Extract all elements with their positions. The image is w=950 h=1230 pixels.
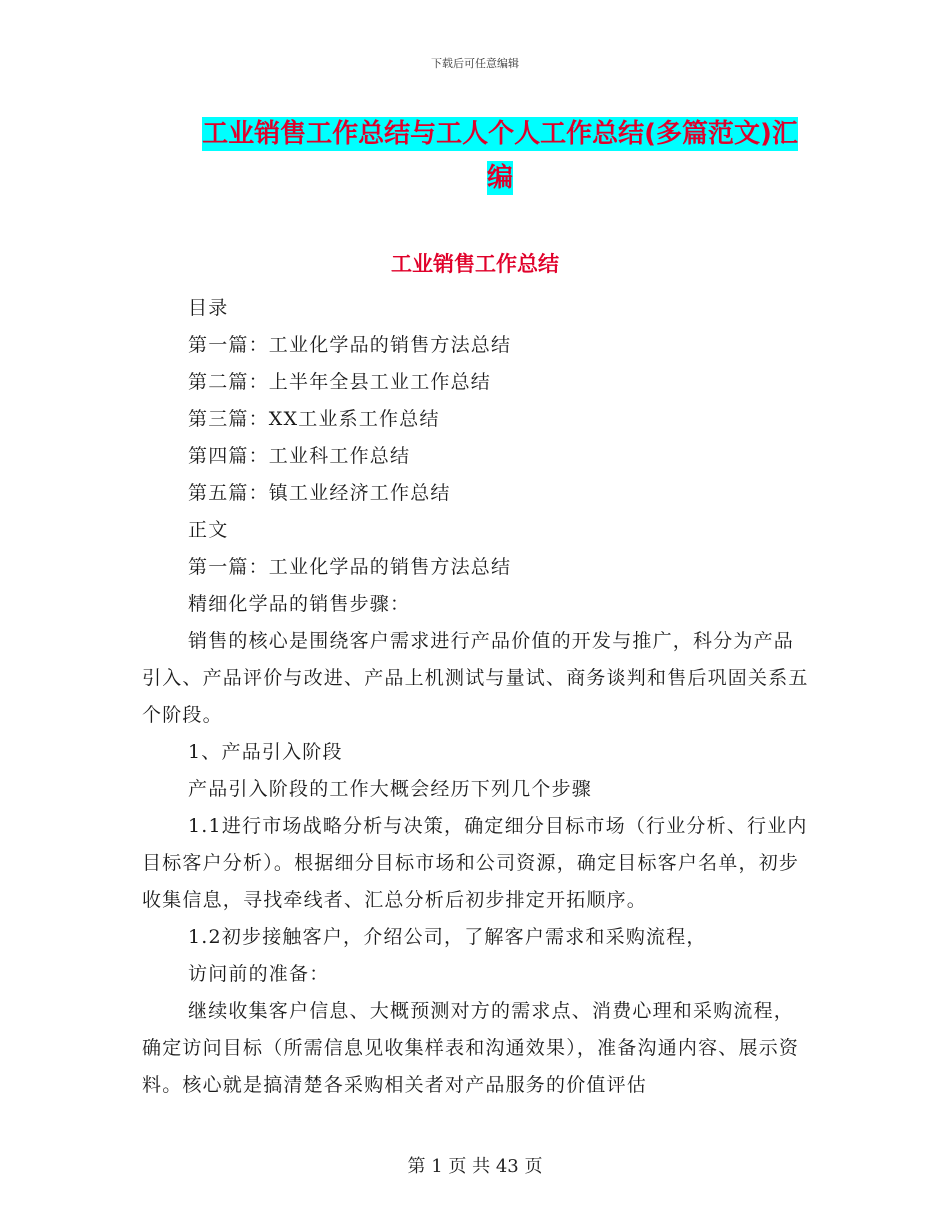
paragraph: 1.2初步接触客户，介绍公司，了解客户需求和采购流程， [188,926,707,948]
paragraph: 第三篇：XX工业系工作总结 [188,408,440,430]
paragraph: 继续收集客户信息、大概预测对方的需求点、消费心理和采购流程，确定访问目标（所需信息见收集样表和沟通效果），准备沟通内容、展示资料。核心就是搞清楚各采购相关者对产品服务的价值评估 [142,1000,800,1096]
paragraph: 精细化学品的销售步骤： [188,593,411,615]
paragraph: 第五篇：镇工业经济工作总结 [188,482,451,504]
paragraph: 第四篇：工业科工作总结 [188,445,411,467]
paragraph: 第一篇：工业化学品的销售方法总结 [188,556,512,578]
title-line-1: 工业销售工作总结与工人个人工作总结(多篇范文)汇 [202,119,798,149]
paragraph: 访问前的准备： [188,963,330,985]
paragraph: 正文 [188,519,229,541]
document-body [142,290,810,1104]
section-heading: 工业销售工作总结 [391,252,559,276]
paragraph: 第一篇：工业化学品的销售方法总结 [188,334,512,356]
document-title [190,112,810,200]
paragraph: 产品引入阶段的工作大概会经历下列几个步骤 [188,778,593,800]
paragraph: 第二篇：上半年全县工业工作总结 [188,371,492,393]
paragraph: 1、产品引入阶段 [188,741,343,763]
page-footer: 第 1 页 共 43 页 [407,1156,543,1177]
title-line-2: 编 [486,163,513,193]
paragraph: 1.1进行市场战略分析与决策，确定细分目标市场（行业分析、行业内目标客户分析）。根据细分目标市场和公司资源，确定目标客户名单，初步收集信息，寻找牵线者、汇总分析后初步排定开拓顺序。 [142,815,808,911]
header-note: 下载后可任意编辑 [431,57,519,70]
paragraph: 销售的核心是围绕客户需求进行产品价值的开发与推广，科分为产品引入、产品评价与改进、产品上机测试与量试、商务谈判和售后巩固关系五个阶段。 [142,630,809,726]
paragraph: 目录 [188,297,229,319]
